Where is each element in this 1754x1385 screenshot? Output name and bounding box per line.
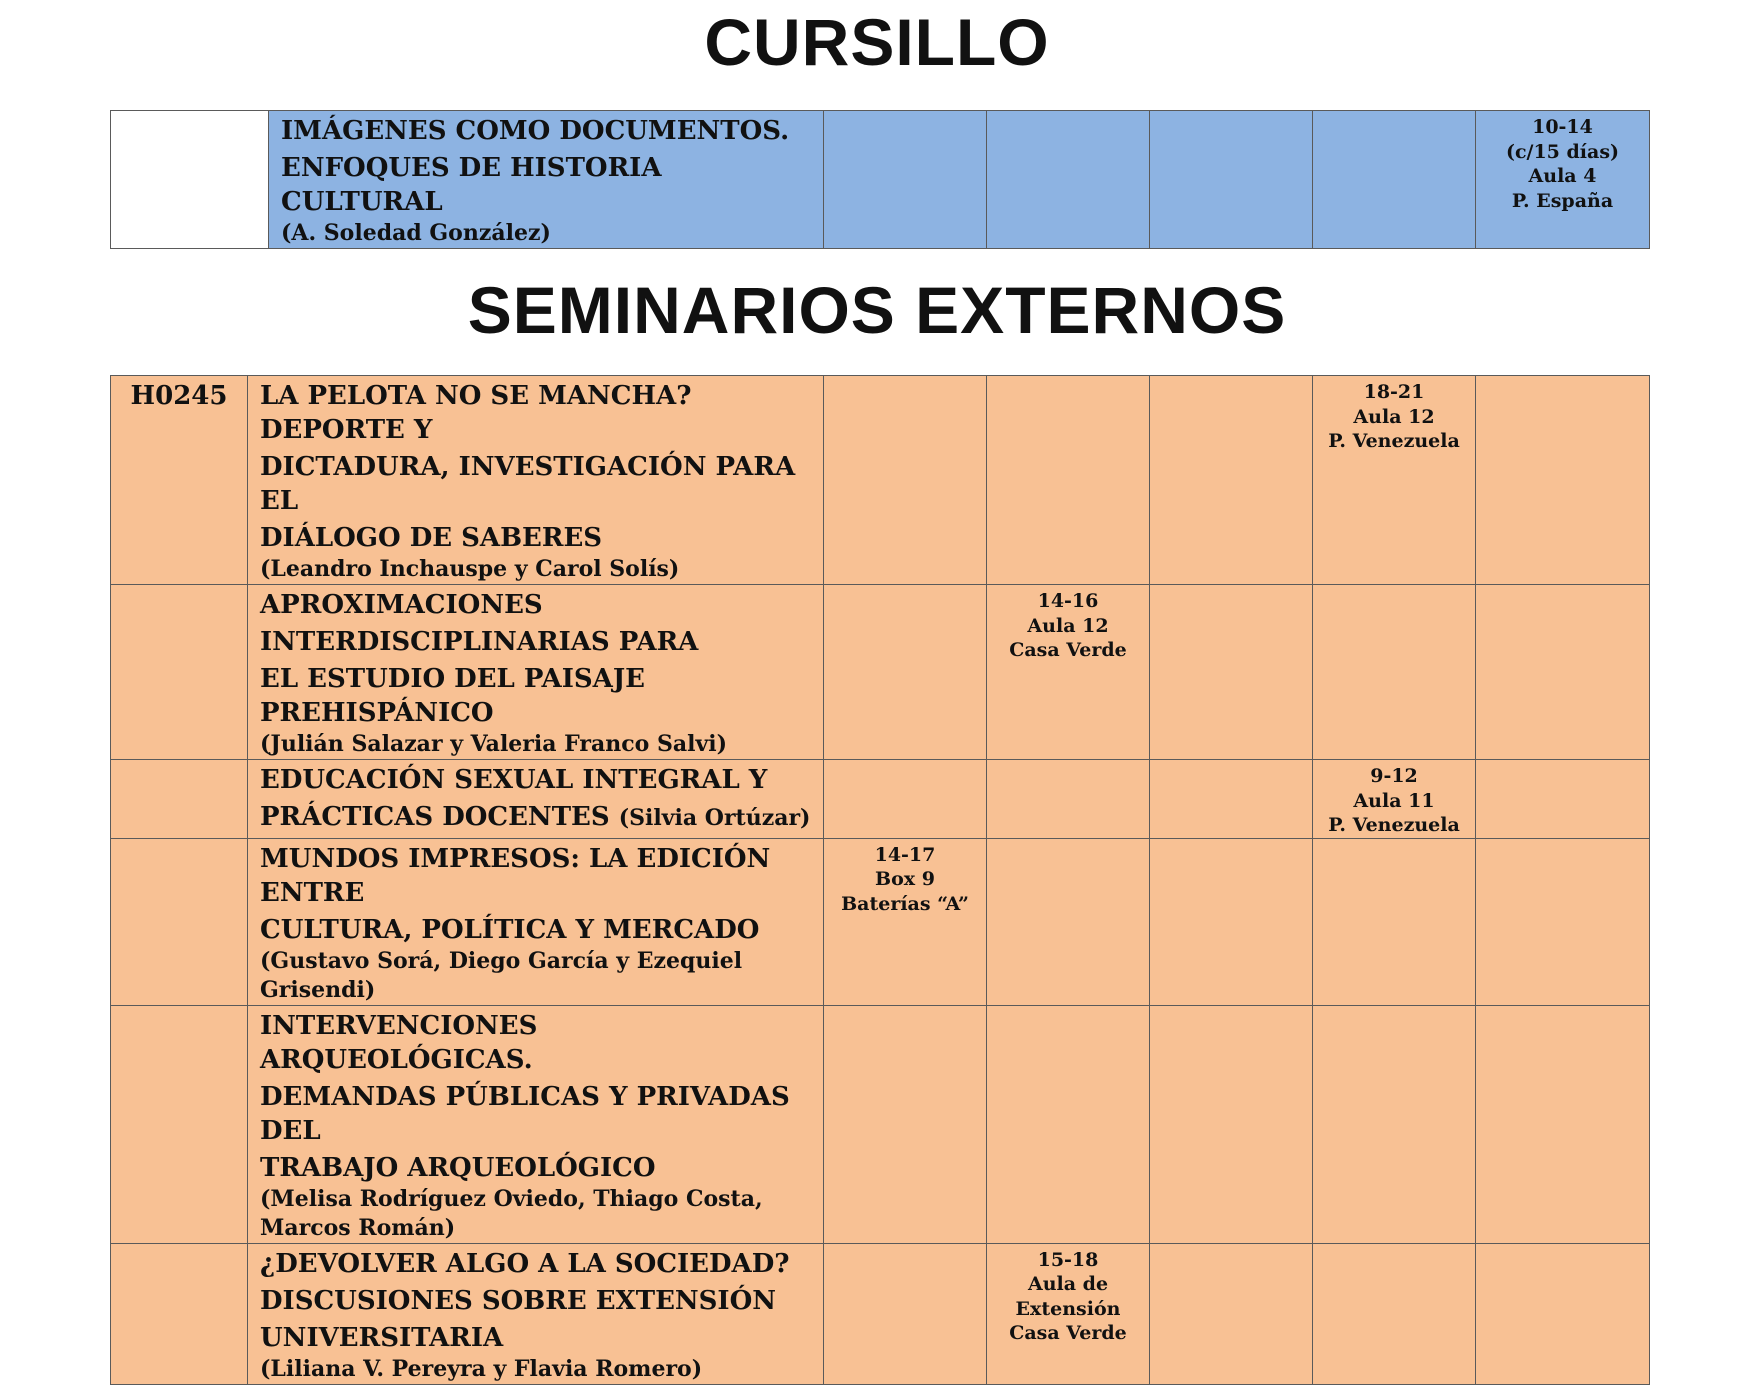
course-title-cell [248,376,824,585]
table-row [111,111,1650,249]
schedule-line: 18-21 [1363,381,1425,403]
schedule-cell [1313,376,1476,585]
schedule-cell [1150,111,1313,249]
course-code-cell [111,111,269,249]
course-title-cell [248,1243,824,1384]
schedule-line: Aula 4 [1528,165,1597,187]
schedule-line: P. Venezuela [1328,430,1460,452]
schedule-line: Baterías “A” [841,892,969,915]
course-title-cell [248,585,824,760]
course-code [111,760,247,763]
course-code [111,111,268,114]
course-title-line: UNIVERSITARIA [260,1322,504,1353]
table-row [111,1243,1650,1384]
course-title-line: ¿DEVOLVER ALGO A LA SOCIEDAD? [260,1248,790,1279]
schedule-cell [987,376,1150,585]
course-title-line: DISCUSIONES SOBRE EXTENSIÓN [260,1285,777,1316]
schedule-cell [1313,585,1476,760]
schedule-cell [1150,585,1313,760]
course-title-line [248,797,823,835]
schedule-line: Extensión [1015,1297,1121,1320]
schedule-line: 14-16 [1037,590,1099,612]
schedule-cell [1476,111,1650,249]
course-title-line: EDUCACIÓN SEXUAL INTEGRAL Y [260,765,768,795]
course-code [111,1006,247,1009]
schedule-cell [824,760,987,839]
schedule-cell [1150,376,1313,585]
course-title-text: PRÁCTICAS DOCENTES [260,802,610,832]
schedule-cell [1476,1243,1650,1384]
table-row [111,838,1650,1005]
schedule-cell [1476,376,1650,585]
schedule-cell [1476,838,1650,1005]
course-code: H0245 [130,381,228,411]
schedule-slot [824,839,986,917]
schedule-cell [1313,1005,1476,1243]
course-authors: (Julián Salazar y Valeria Franco Salvi) [260,731,728,757]
course-title-cell [248,1005,824,1243]
schedule-cell [987,760,1150,839]
course-code-cell [111,585,248,760]
schedule-cell [1150,1005,1313,1243]
table-row [111,1005,1650,1243]
course-authors: (Melisa Rodríguez Oviedo, Thiago Costa, Marcos Román) [260,1185,763,1241]
schedule-line: 9-12 [1370,765,1418,787]
schedule-cell [824,1005,987,1243]
schedule-slot [1313,760,1475,838]
schedule-slot [1313,376,1475,454]
course-title-line: INTERVENCIONES ARQUEOLÓGICAS. [260,1010,538,1075]
schedule-cell [1150,760,1313,839]
course-code [111,585,247,588]
schedule-slot [1476,111,1649,213]
course-title-cell [248,838,824,1005]
course-code-cell [111,376,248,585]
course-title-line: LA PELOTA NO SE MANCHA? DEPORTE Y [260,381,692,445]
schedule-line: 14-17 [874,843,936,866]
seminarios-table [110,375,1650,1385]
schedule-slot [987,585,1149,663]
course-authors: (Silvia Ortúzar) [618,805,811,831]
schedule-cell [1150,838,1313,1005]
course-title-line: ENFOQUES DE HISTORIA CULTURAL [281,153,662,217]
schedule-line: P. España [1511,189,1614,212]
schedule-cell [824,376,987,585]
course-title-line: INTERDISCIPLINARIAS PARA [260,627,699,657]
course-code-cell [111,760,248,839]
schedule-cell [824,111,987,249]
schedule-line: Casa Verde [1009,1322,1127,1344]
course-authors: (Gustavo Sorá, Diego García y Ezequiel Grisendi) [260,947,743,1003]
course-title-line: CULTURA, POLÍTICA Y MERCADO [260,914,760,945]
course-code [111,839,247,842]
schedule-cell [1476,760,1650,839]
schedule-cell [824,585,987,760]
course-title-line: DICTADURA, INVESTIGACIÓN PARA EL [260,452,796,516]
course-title-line: MUNDOS IMPRESOS: LA EDICIÓN ENTRE [260,843,771,908]
course-title-cell [269,111,824,249]
schedule-cell [1313,838,1476,1005]
schedule-cell [824,838,987,1005]
course-title-line: IMÁGENES COMO DOCUMENTOS. [281,116,790,146]
table-row [111,760,1650,839]
schedule-line: 15-18 [1037,1248,1099,1271]
schedule-cell [1313,760,1476,839]
course-title-line: DEMANDAS PÚBLICAS Y PRIVADAS DEL [260,1081,790,1146]
course-title-line: TRABAJO ARQUEOLÓGICO [260,1152,656,1183]
course-title-line: APROXIMACIONES [260,590,543,620]
schedule-cell [987,585,1150,760]
schedule-cell [987,1005,1150,1243]
course-title-cell [248,760,824,839]
table-row [111,585,1650,760]
schedule-line: (c/15 días) [1505,140,1620,163]
cursillo-heading: CURSILLO [704,5,1050,79]
schedule-cell [1476,585,1650,760]
schedule-cell [1150,1243,1313,1384]
schedule-slot [987,1244,1149,1346]
course-authors: (Leandro Inchauspe y Carol Solís) [260,556,680,582]
schedule-line: 10-14 [1532,116,1593,138]
course-code [111,1244,247,1247]
schedule-cell [987,111,1150,249]
schedule-cell [987,1243,1150,1384]
schedule-cell [1313,111,1476,249]
schedule-line: P. Venezuela [1328,814,1460,836]
course-code-cell [111,1243,248,1384]
schedule-line: Box 9 [875,868,935,890]
schedule-cell [1476,1005,1650,1243]
course-code-cell [111,1005,248,1243]
schedule-line: Casa Verde [1009,639,1127,661]
course-authors: (A. Soledad González) [281,220,551,246]
schedule-line: Aula de [1027,1273,1109,1295]
schedule-line: Aula 11 [1353,789,1435,812]
course-authors: (Liliana V. Pereyra y Flavia Romero) [260,1355,703,1382]
schedule-cell [987,838,1150,1005]
course-title-line: DIÁLOGO DE SABERES [260,523,603,553]
schedule-cell [1313,1243,1476,1384]
table-row [111,376,1650,585]
course-code-cell [111,838,248,1005]
course-title-line: EL ESTUDIO DEL PAISAJE PREHISPÁNICO [260,664,645,728]
cursillo-table [110,110,1650,249]
schedule-line: Aula 12 [1027,614,1109,637]
schedule-cell [824,1243,987,1384]
schedule-line: Aula 12 [1353,405,1435,428]
seminarios-heading: SEMINARIOS EXTERNOS [467,273,1287,347]
